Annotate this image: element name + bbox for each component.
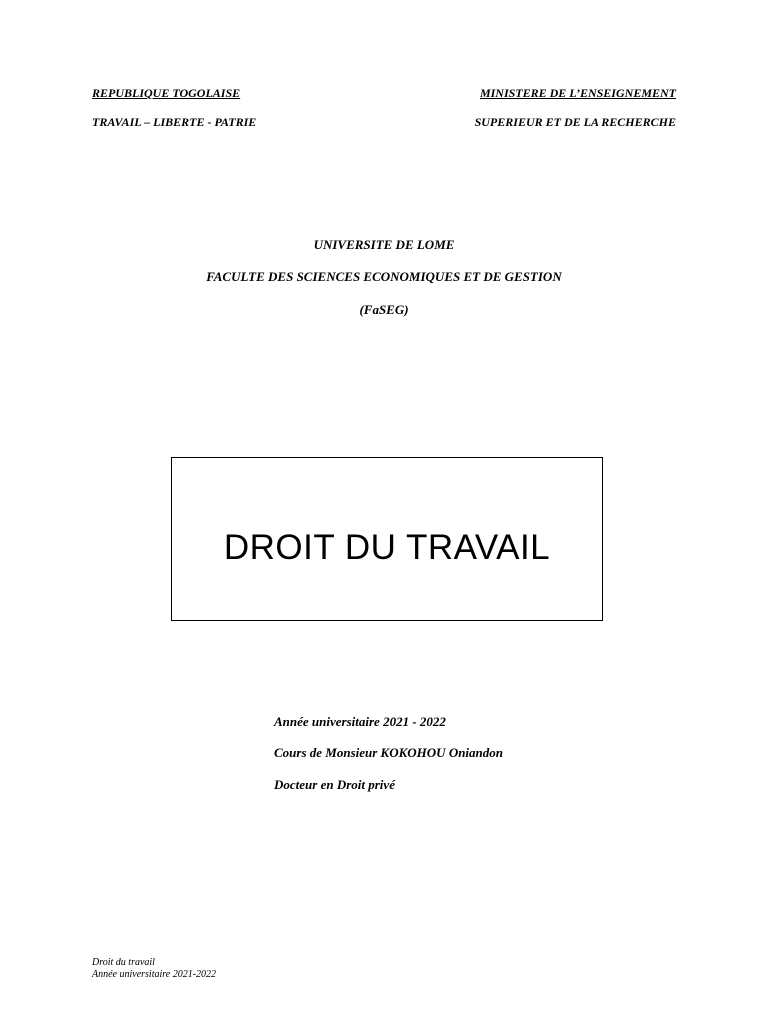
lecturer-degree: Docteur en Droit privé — [274, 777, 395, 792]
footer-title: Droit du travail — [92, 957, 155, 968]
document-title: DROIT DU TRAVAIL — [223, 528, 551, 567]
footer-year: Année universitaire 2021-2022 — [92, 969, 217, 980]
header-ministry-continued: SUPERIEUR ET DE LA RECHERCHE — [474, 115, 676, 129]
lecturer-name: Cours de Monsieur KOKOHOU Oniandon — [274, 745, 504, 760]
header-motto: TRAVAIL – LIBERTE - PATRIE — [92, 115, 257, 129]
faculty-name: FACULTE DES SCIENCES ECONOMIQUES ET DE GESTION — [206, 269, 562, 284]
title-box — [171, 457, 603, 621]
header-ministry: MINISTERE DE L’ENSEIGNEMENT — [479, 86, 676, 100]
university-name: UNIVERSITE DE LOME — [313, 237, 455, 252]
faculty-acronym: (FaSEG) — [359, 302, 409, 317]
academic-year: Année universitaire 2021 - 2022 — [274, 714, 446, 729]
header-country: REPUBLIQUE TOGOLAISE — [92, 86, 241, 100]
